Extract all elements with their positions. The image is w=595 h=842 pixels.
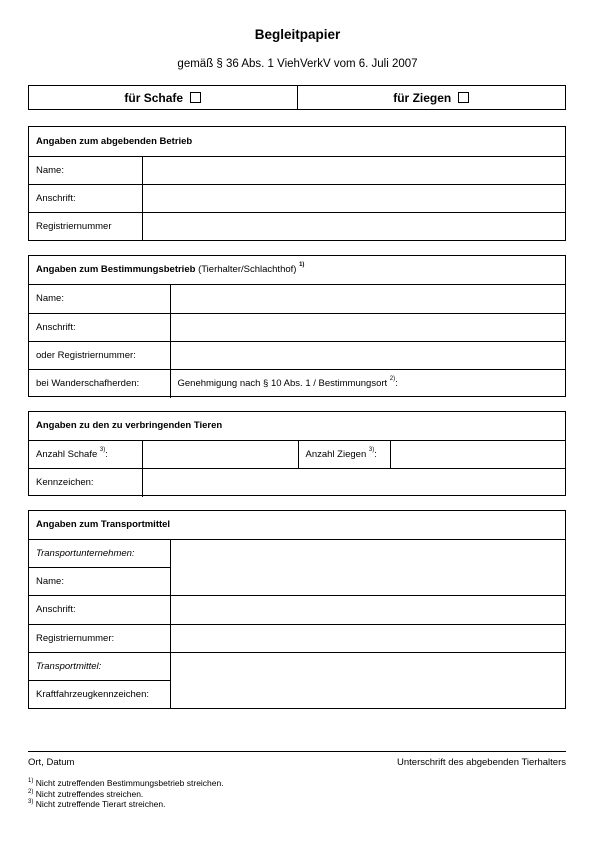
signature-label: Unterschrift des abgebenden Tierhalters xyxy=(397,757,566,768)
sheep-count-text: Anzahl Schafe xyxy=(36,448,98,460)
transport-registration-label: Registriernummer: xyxy=(29,624,170,652)
transport-company-name-field[interactable] xyxy=(170,539,565,595)
destination-name-field[interactable] xyxy=(170,284,565,313)
goat-count-label xyxy=(298,440,390,468)
destination-address-label: Anschrift: xyxy=(29,313,170,341)
sheep-checkbox[interactable] xyxy=(190,92,201,103)
sender-address-field[interactable] xyxy=(142,184,565,212)
migratory-permit-field[interactable] xyxy=(170,369,565,398)
page-title: Begleitpapier xyxy=(254,27,341,42)
footnote-ref-3a: 3) xyxy=(99,446,106,453)
species-goats-label: für Ziegen xyxy=(393,90,452,105)
transport-address-field[interactable] xyxy=(170,595,565,624)
sender-name-field[interactable] xyxy=(142,156,565,184)
sender-registration-field[interactable] xyxy=(142,212,565,240)
footnote-ref-3b: 3) xyxy=(368,446,375,453)
footnotes xyxy=(28,778,224,810)
sheep-count-field[interactable] xyxy=(142,440,298,468)
goat-count-text: Anzahl Ziegen xyxy=(305,448,367,460)
migratory-permit-text: Genehmigung nach § 10 Abs. 1 / Bestimmungsort xyxy=(177,378,388,390)
migratory-herd-label: bei Wanderschafherden: xyxy=(29,369,170,398)
sender-section xyxy=(28,126,566,241)
transport-heading: Angaben zum Transportmittel xyxy=(29,511,565,539)
signature-line[interactable] xyxy=(28,751,566,752)
transport-company-label: Transportunternehmen: xyxy=(29,539,170,567)
sender-registration-label: Registriernummer xyxy=(29,212,142,240)
goat-count-field[interactable] xyxy=(390,440,565,468)
migratory-permit-colon: : xyxy=(395,378,398,390)
footnote-3-mark: 3) xyxy=(28,799,34,805)
destination-section xyxy=(28,255,566,397)
sender-name-label: Name: xyxy=(29,156,142,184)
transport-section xyxy=(28,510,566,709)
destination-registration-label: oder Registriernummer: xyxy=(29,341,170,369)
destination-address-field[interactable] xyxy=(170,313,565,341)
footnote-1-mark: 1) xyxy=(28,778,34,784)
footnote-3 xyxy=(28,799,224,810)
footnote-ref-1: 1) xyxy=(299,262,305,269)
sheep-count-label xyxy=(29,440,142,468)
sheep-count-colon: : xyxy=(105,448,108,460)
place-date-label: Ort, Datum xyxy=(28,757,75,768)
footnote-2-text: Nicht zutreffendes streichen. xyxy=(35,788,144,799)
footnote-1 xyxy=(28,778,224,789)
transport-name-label: Name: xyxy=(29,567,170,595)
destination-heading-text: Angaben zum Bestimmungsbetrieb xyxy=(36,264,196,276)
animals-heading: Angaben zu den zu verbringenden Tieren xyxy=(29,412,565,440)
transport-registration-field[interactable] xyxy=(170,624,565,652)
ear-tag-field[interactable] xyxy=(142,468,565,497)
animals-section xyxy=(28,411,566,496)
destination-heading xyxy=(29,256,565,284)
license-plate-label: Kraftfahrzeugkennzeichen: xyxy=(29,680,170,708)
footnote-ref-2: 2) xyxy=(389,376,396,383)
footnote-1-text: Nicht zutreffenden Bestimmungsbetrieb streichen. xyxy=(35,778,224,788)
transport-vehicle-field[interactable] xyxy=(170,652,565,708)
footnote-2 xyxy=(28,789,224,800)
footnote-2-mark: 2) xyxy=(28,788,34,795)
footnote-3-text: Nicht zutreffende Tierart streichen. xyxy=(35,799,166,809)
destination-registration-field[interactable] xyxy=(170,341,565,369)
species-goats-option[interactable] xyxy=(297,86,566,109)
species-selection xyxy=(28,85,566,110)
page-subtitle: gemäß § 36 Abs. 1 ViehVerkV vom 6. Juli 2007 xyxy=(177,58,418,70)
sender-heading: Angaben zum abgebenden Betrieb xyxy=(29,127,565,156)
species-sheep-label: für Schafe xyxy=(124,90,184,105)
destination-name-label: Name: xyxy=(29,284,170,313)
ear-tag-label: Kennzeichen: xyxy=(29,468,142,497)
destination-heading-suffix: (Tierhalter/Schlachthof) xyxy=(198,264,297,276)
sender-address-label: Anschrift: xyxy=(29,184,142,212)
transport-address-label: Anschrift: xyxy=(29,595,170,624)
species-sheep-option[interactable] xyxy=(29,86,297,109)
transport-vehicle-label: Transportmittel: xyxy=(29,652,170,680)
goats-checkbox[interactable] xyxy=(458,92,469,103)
goat-count-colon: : xyxy=(374,448,377,460)
